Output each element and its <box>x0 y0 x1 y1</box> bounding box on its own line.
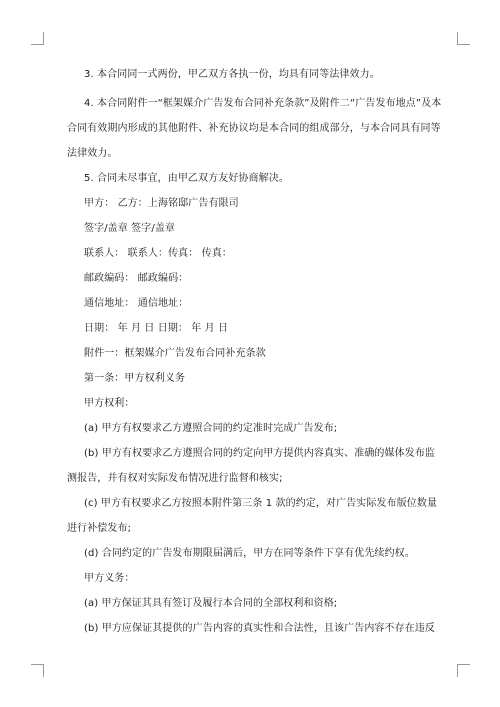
obligations-item-a: (a) 甲方保证其具有签订及履行本合同的全部权利和资格; <box>84 598 338 609</box>
obligations-item-b: (b) 甲方应保证其提供的广告内容的真实性和合法性，且该广告内容不存在违反 <box>84 623 436 634</box>
signature-line: 签字/盖章 签字/盖章 <box>84 223 176 234</box>
clause-4-text-line-2: 合同有效期内形成的其他附件、补充协议均是本合同的组成部分，与本合同具有同等 <box>67 123 441 134</box>
appendix-title: 附件一：框架媒介广告发布合同补充条款 <box>84 348 266 359</box>
clause-4-text-line-3: 法律效力。 <box>67 148 118 159</box>
rights-item-b-line-2: 测报告，并有权对实际发布情况进行监督和核实; <box>67 473 283 484</box>
clause-4-text-line-1: 4. 本合同附件一“框架媒介广告发布合同补充条款”及附件二“广告发布地点”及本 <box>84 98 442 109</box>
rights-item-c-line-1: (c) 甲方有权要求乙方按照本附件第三条 1 款的约定，对广告实际发布版位数量 <box>84 498 438 509</box>
clause-5-text: 5. 合同未尽事宜，由甲乙双方友好协商解决。 <box>84 173 289 184</box>
contact-line: 联系人： 联系人：传真： 传真： <box>84 248 232 259</box>
postal-code-line: 邮政编码： 邮政编码： <box>84 273 189 284</box>
party-names-line: 甲方： 乙方：上海铭邸广告有限司 <box>84 198 239 209</box>
rights-item-b-line-1: (b) 甲方有权要求乙方遵照合同的约定向甲方提供内容真实、准确的媒体发布监 <box>84 448 436 459</box>
party-a-rights-heading: 甲方权利： <box>84 398 135 409</box>
address-line: 通信地址： 通信地址： <box>84 298 189 309</box>
clause-3-text: 3. 本合同同一式两份，甲乙双方各执一份，均具有同等法律效力。 <box>84 69 380 80</box>
rights-item-a: (a) 甲方有权要求乙方遵照合同的约定准时完成广告发布; <box>84 423 338 434</box>
article-1-title: 第一条：甲方权利义务 <box>84 373 185 384</box>
party-a-obligations-heading: 甲方义务： <box>84 573 135 584</box>
rights-item-d: (d) 合同约定的广告发布期限届满后，甲方在同等条件下享有优先续约权。 <box>84 548 415 559</box>
date-line: 日期： 年 月 日 日期： 年 月 日 <box>84 323 229 334</box>
rights-item-c-line-2: 进行补偿发布; <box>67 523 132 534</box>
